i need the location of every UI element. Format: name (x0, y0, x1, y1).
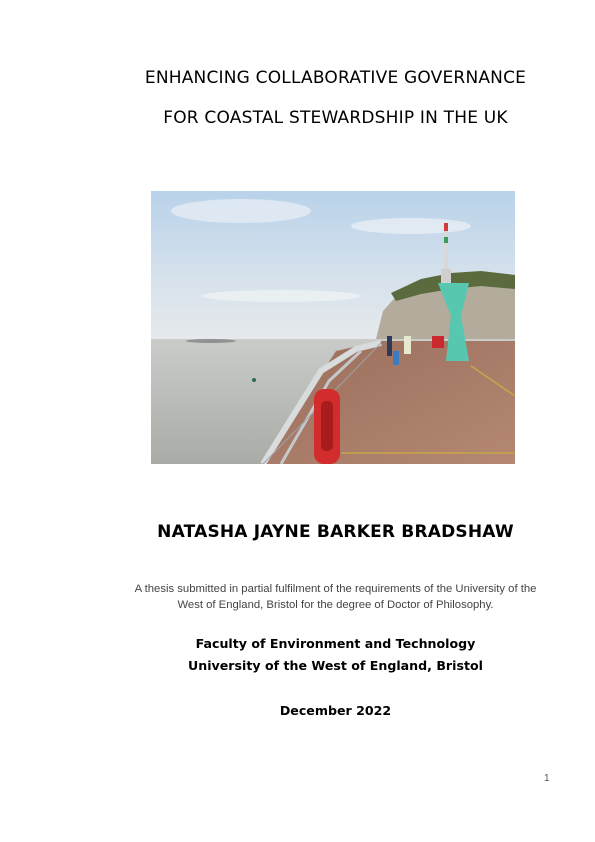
thesis-statement-line-1: A thesis submitted in partial fulfilment of the requirements of the University of the (134, 583, 537, 595)
author-name: NATASHA JAYNE BARKER BRADSHAW (157, 522, 514, 542)
thesis-title-line-1: ENHANCING COLLABORATIVE GOVERNANCE (144, 68, 527, 88)
submission-date: December 2022 (279, 703, 392, 718)
page-number: 1 (544, 773, 550, 784)
thesis-title-line-2: FOR COASTAL STEWARDSHIP IN THE UK (163, 108, 508, 128)
faculty-name: Faculty of Environment and Technology (195, 636, 476, 651)
thesis-statement-line-2: West of England, Bristol for the degree of Doctor of Philosophy. (177, 599, 494, 611)
cover-photo (151, 191, 515, 464)
thesis-statement (38, 581, 595, 613)
university-name: University of the West of England, Bristol (188, 658, 483, 673)
